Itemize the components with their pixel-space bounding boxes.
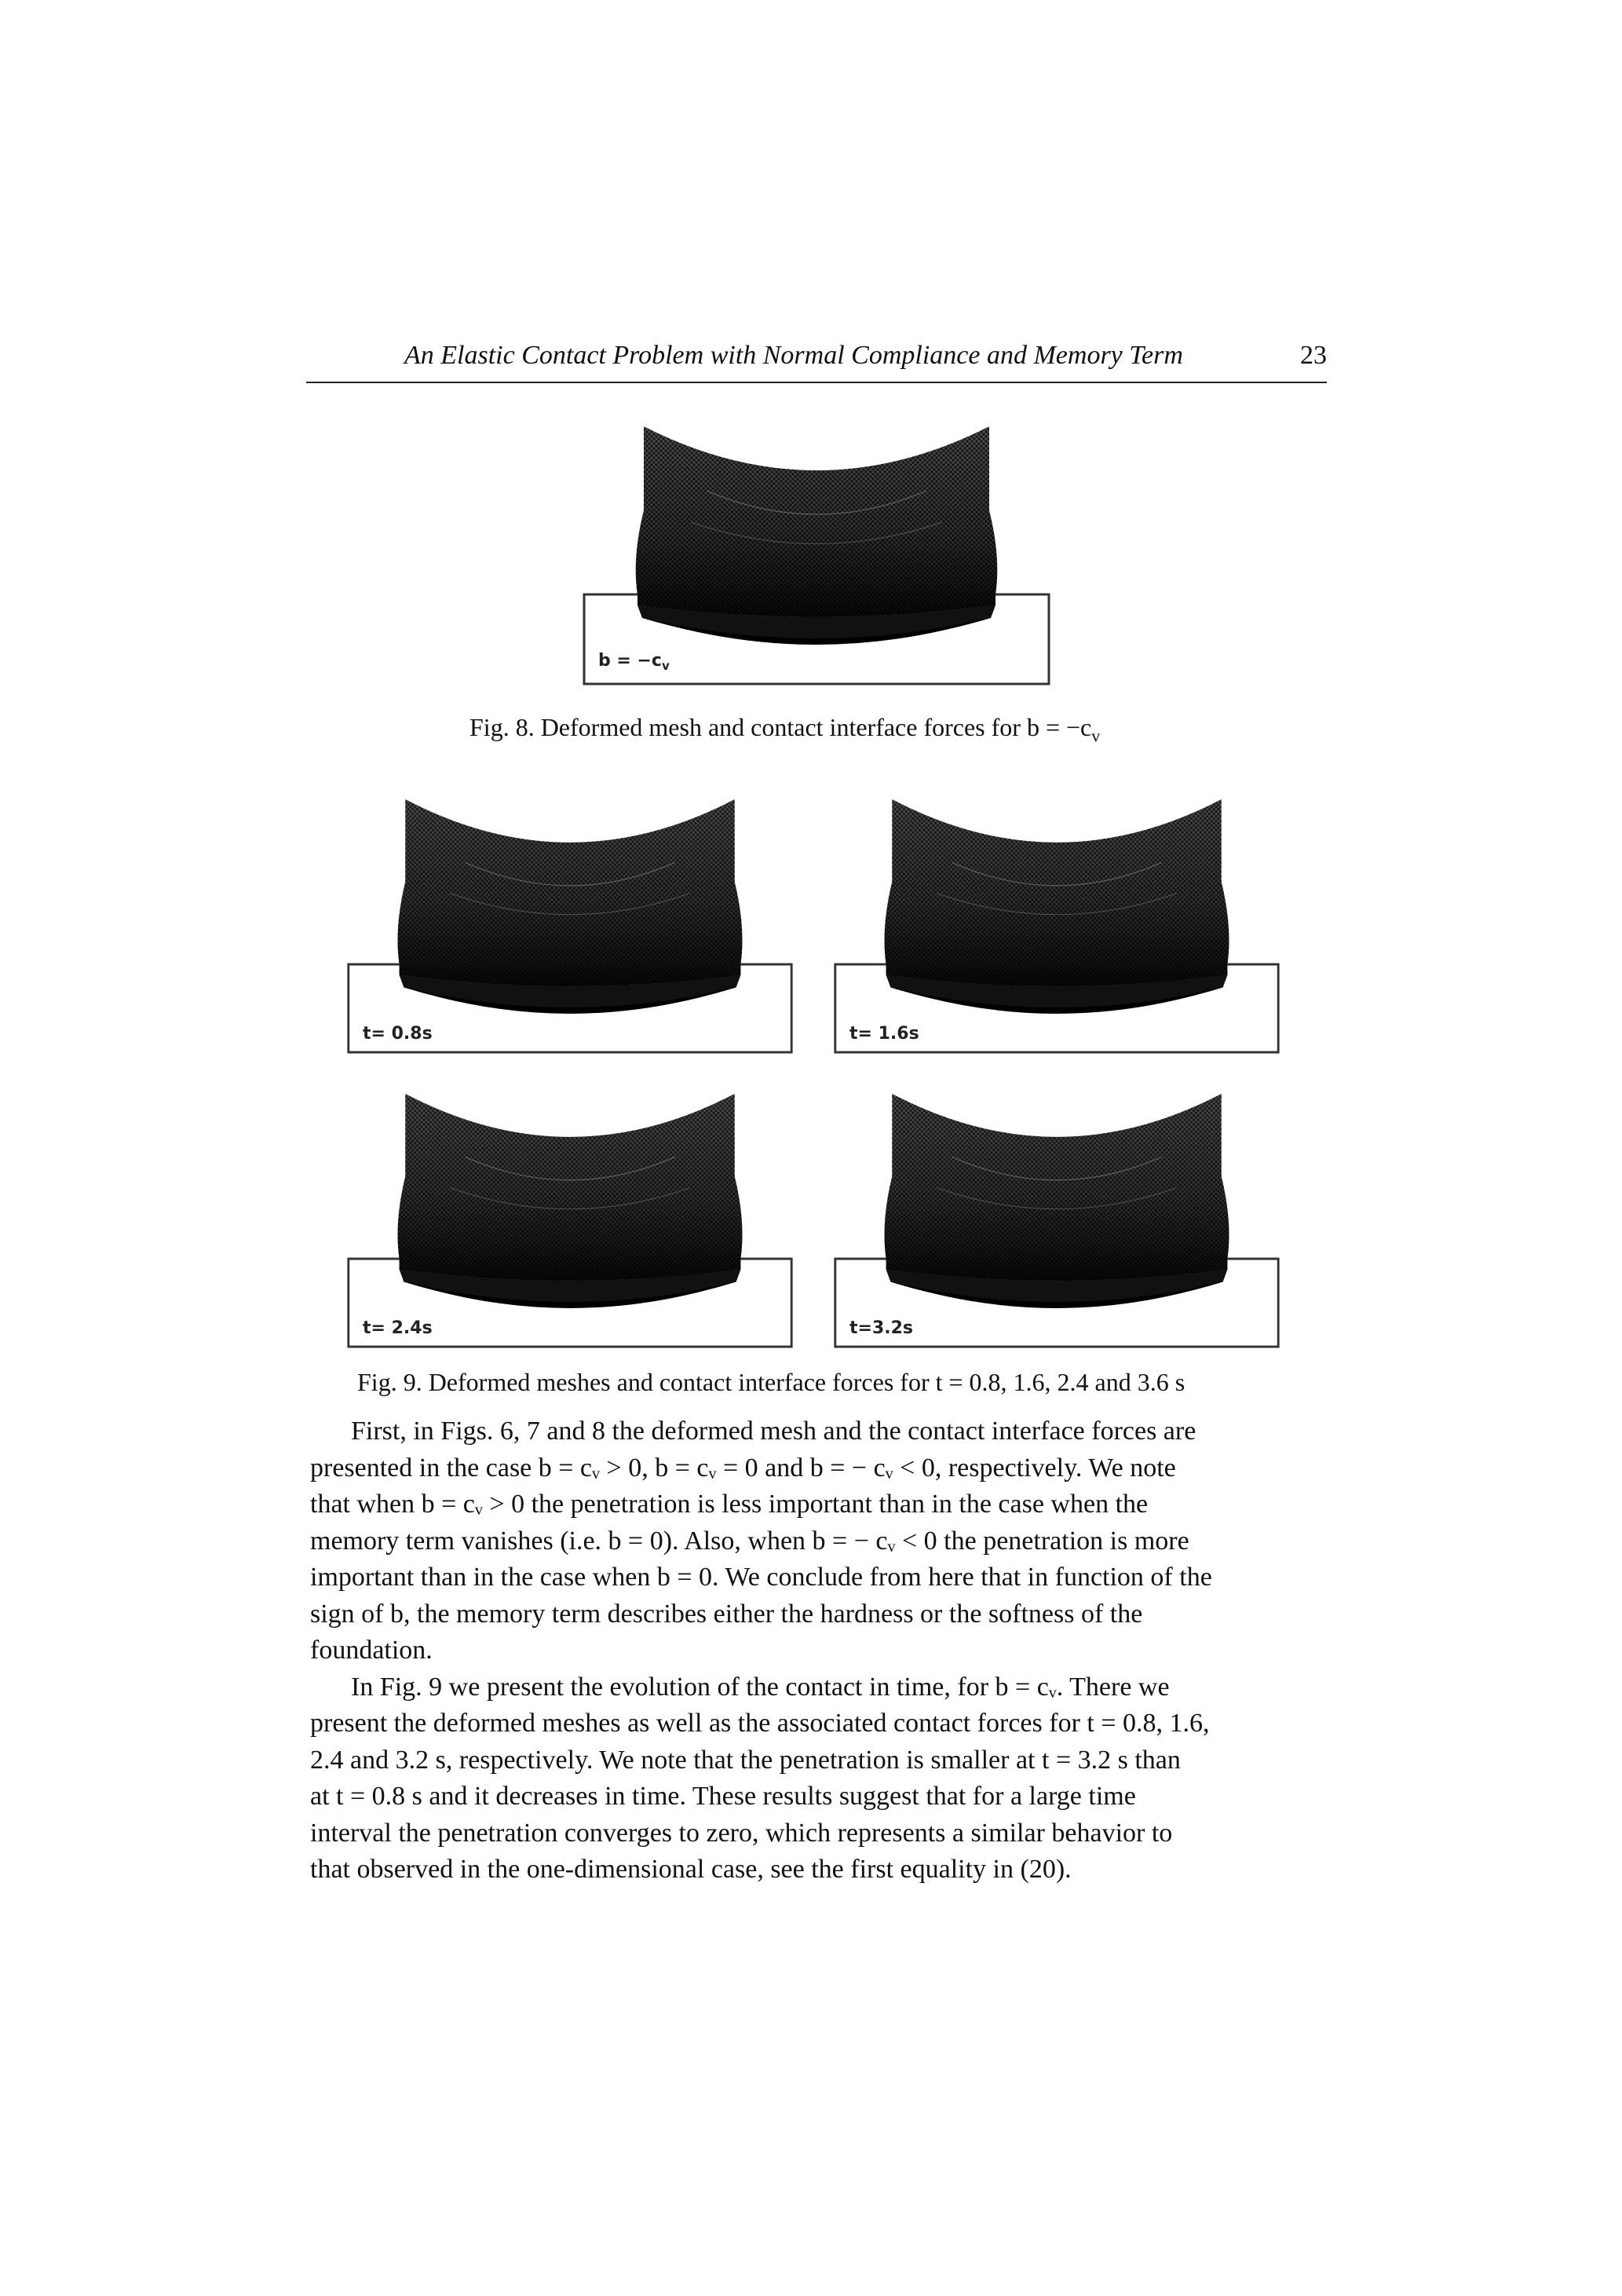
figure-9-caption: Fig. 9. Deformed meshes and contact interface forces for t = 0.8, 1.6, 2.4 and 3.6 s (357, 1368, 1185, 1396)
figure-9-mesh-4 (832, 1088, 1281, 1350)
figure-9-panel-1 (345, 793, 795, 1055)
body-text (310, 1413, 1323, 1888)
figure-8-panel-label: $b = -c_v$ (598, 651, 670, 676)
text-line: at t = 0.8 s and it decreases in time. These results suggest that for a large time (310, 1782, 1136, 1811)
figure-8-mesh (581, 420, 1052, 687)
text-line: sign of b, the memory term describes either the hardness or the softness of the (310, 1599, 1143, 1629)
text-line: First, in Figs. 6, 7 and 8 the deformed mesh and the contact interface forces are (351, 1417, 1196, 1446)
figure-9-panel-3-label: t= 2.4s (363, 1318, 433, 1338)
running-header (306, 338, 1327, 383)
figure-9-panel-1-label: t= 0.8s (363, 1024, 433, 1044)
text-line: foundation. (310, 1636, 433, 1665)
text-line: presented in the case b = cᵥ > 0, b = cᵥ = 0 and b = − cᵥ < 0, respectively. We note (310, 1453, 1176, 1483)
figure-9-panel-2 (832, 793, 1281, 1055)
text-line: 2.4 and 3.2 s, respectively. We note that the penetration is smaller at t = 3.2 s than (310, 1745, 1181, 1775)
paragraph-1 (310, 1413, 1323, 1669)
figure-8-caption: Fig. 8. Deformed mesh and contact interface forces for $b = -c_v$ (469, 713, 1101, 746)
text-line: memory term vanishes (i.e. b = 0). Also, when b = − cᵥ < 0 the penetration is more (310, 1526, 1189, 1556)
figure-9-panel-4-label: t=3.2s (849, 1318, 914, 1338)
running-title: An Elastic Contact Problem with Normal Compliance and Memory Term (404, 341, 1183, 370)
text-line: that when b = cᵥ > 0 the penetration is less important than in the case when the (310, 1490, 1149, 1519)
text-line: important than in the case when b = 0. We conclude from here that in function of the (310, 1563, 1212, 1592)
figure-8-image (581, 420, 1052, 687)
figure-9-mesh-3 (345, 1088, 795, 1350)
text-line: present the deformed meshes as well as the associated contact forces for t = 0.8, 1.6, (310, 1709, 1210, 1738)
figure-9-mesh-2 (832, 793, 1281, 1055)
figure-9-panel-3 (345, 1088, 795, 1350)
figure-9-panel-4 (832, 1088, 1281, 1350)
figure-9-panel-2-label: t= 1.6s (849, 1024, 919, 1044)
page-number: 23 (1300, 341, 1327, 370)
text-line: that observed in the one-dimensional case, see the first equality in (20). (310, 1855, 1072, 1884)
paragraph-2 (310, 1669, 1323, 1888)
text-line: In Fig. 9 we present the evolution of the contact in time, for b = cᵥ. There we (351, 1672, 1170, 1702)
figure-9-mesh-1 (345, 793, 795, 1055)
text-line: interval the penetration converges to zero, which represents a similar behavior to (310, 1818, 1173, 1848)
